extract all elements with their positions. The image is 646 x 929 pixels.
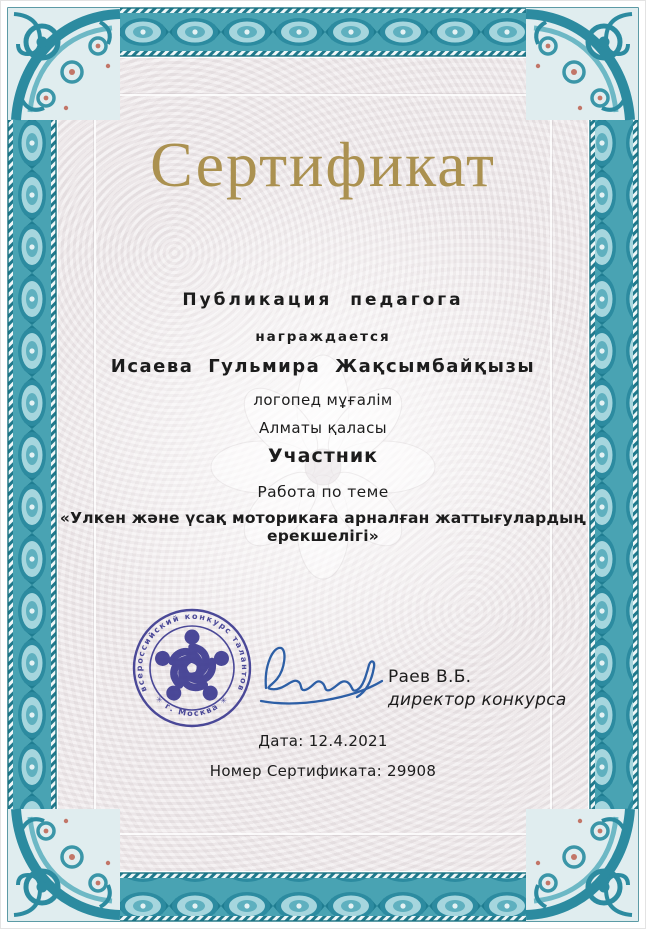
contest-category: Публикация педагога <box>182 290 464 310</box>
recipient-city: Алматы қаласы <box>258 419 388 437</box>
certificate-number-line: Номер Сертификата: 29908 <box>209 762 437 780</box>
result-status: Участник <box>267 445 379 467</box>
signer-block <box>388 666 567 713</box>
svg-text:✳ г. Москва ✳ <box>154 694 231 718</box>
date-line: Дата: 12.4.2021 <box>258 732 388 750</box>
stamp-ring-text: всероссийский конкурс талантов <box>134 611 250 694</box>
five-people-circle-icon <box>153 630 233 708</box>
signer-name: Раев В.Б. <box>388 667 472 687</box>
signer-role: директор конкурса <box>388 690 567 711</box>
stamp-city-text: ✳ г. Москва ✳ <box>153 693 231 719</box>
certificate-title: Сертификат <box>150 129 496 200</box>
award-label: награждается <box>255 329 391 345</box>
signature-stroke <box>256 634 396 712</box>
work-label: Работа по теме <box>257 483 389 501</box>
recipient-role: логопед мұғалім <box>253 391 393 409</box>
recipient-name: Исаева Гульмира Жақсымбайқызы <box>110 356 536 377</box>
work-title: «Улкен және үсақ моторикаға арналған жаттығулардың ерекшелігі» <box>59 509 587 545</box>
contest-stamp <box>128 604 256 732</box>
